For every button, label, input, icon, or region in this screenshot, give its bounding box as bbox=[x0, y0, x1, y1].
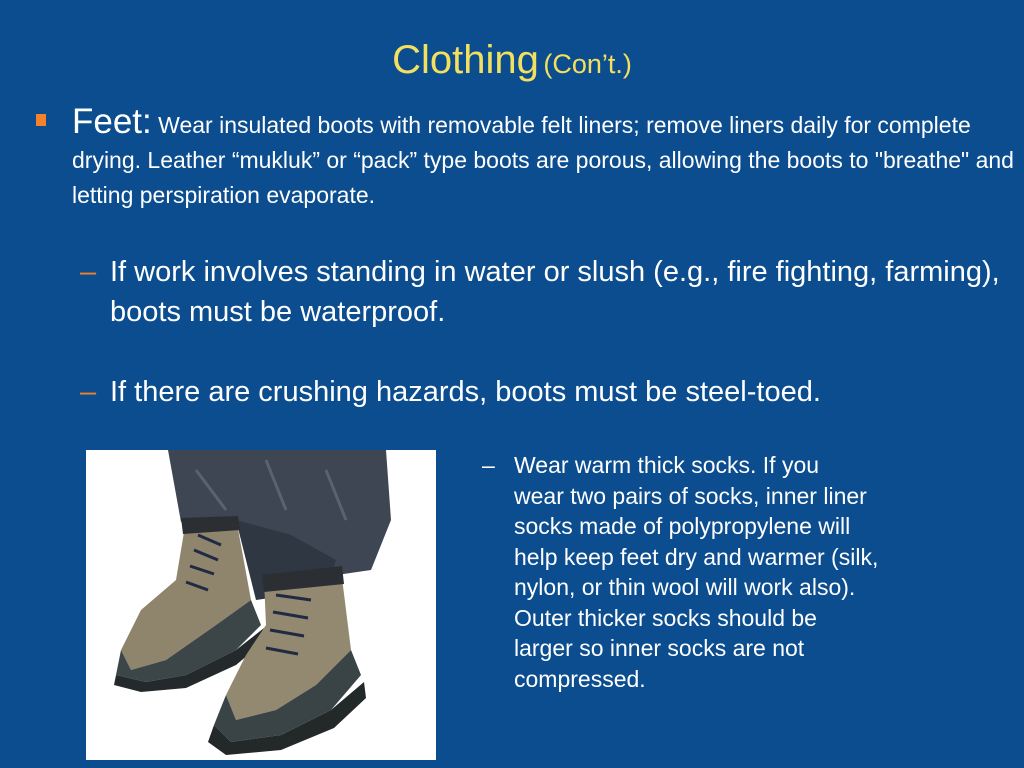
dash-icon: – bbox=[80, 376, 97, 408]
dash-icon: – bbox=[482, 452, 495, 478]
title-main: Clothing bbox=[392, 38, 539, 82]
subpoint-text: If there are crushing hazards, boots must be steel-toed. bbox=[110, 376, 821, 408]
feet-lead: Feet: bbox=[72, 102, 152, 141]
socks-note bbox=[482, 450, 982, 694]
socks-text: Wear warm thick socks. If you wear two pairs of socks, inner liner socks made of polypropylene will help keep feet dry and warmer (silk, nylon, or thin wool will work also). Outer thicker socks should be larger so inner socks are not compressed. bbox=[514, 452, 879, 692]
slide-title bbox=[0, 38, 1024, 83]
subpoint-steel-toed bbox=[80, 372, 1020, 412]
boots-photo bbox=[86, 450, 436, 760]
feet-paragraph bbox=[72, 104, 1022, 213]
square-bullet-icon bbox=[36, 114, 46, 126]
subpoint-text: If work involves standing in water or slush (e.g., fire fighting, farming), boots must be waterproof. bbox=[110, 256, 1000, 328]
feet-text: Wear insulated boots with removable felt liners; remove liners daily for complete drying. Leather “mukluk” or “pack” type boots are porous, allowing the boots to "breathe" and letting perspiration evaporate. bbox=[72, 112, 1014, 208]
dash-icon: – bbox=[80, 256, 97, 288]
title-sub: (Con’t.) bbox=[543, 49, 632, 79]
subpoint-waterproof bbox=[80, 252, 1020, 332]
boots-icon bbox=[86, 450, 436, 760]
